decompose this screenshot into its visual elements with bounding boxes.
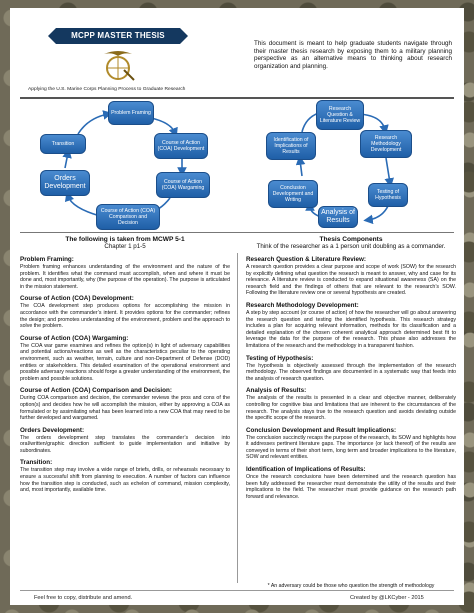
mcwp-column: [20, 256, 230, 499]
node-coa-development: Course of Action (COA) Development: [154, 133, 208, 159]
section-testing-hypothesis: [246, 355, 456, 383]
section-title: Testing of Hypothesis:: [246, 354, 314, 362]
left-column-heading: [20, 236, 230, 251]
section-text: A step by step account (or course of action) of how the researcher will go about answering the research question and testing the identified hypothesis. This research strategy includes a plan for acquiring relevant information, methods for its classification and a detailed explanation of the chosen coherent analytical approach determined best fit to leverage the data for the purpose of the research. This phase also addresses the limitations of the research and the methodology in a transparent fashion.: [246, 309, 456, 349]
section-text: Once the research conclusions have been determined and the research question has been fully addressed the researcher must demonstrate the utility of the results and their implications to the field. The researcher must provide guidance on the research path forward and relevance.: [246, 474, 456, 500]
section-text: The transition step may involve a wide range of briefs, drills, or rehearsals necessary to ensure a successful shift from planning to execution. A number of factors can influence how the transition step is conducted, such as echelon of command, mission complexity, and, most importantly, available time.: [20, 467, 230, 494]
node-coa-wargaming: Course of Action (COA) Wargaming: [156, 172, 210, 198]
node-orders-development: Orders Development: [40, 170, 90, 196]
section-research-question: [246, 256, 456, 297]
section-methodology-development: [246, 302, 456, 350]
section-title: Problem Framing:: [20, 256, 74, 263]
section-coa-comparison: [20, 387, 230, 421]
section-implications: [246, 466, 456, 500]
right-heading-title: Thesis Components: [319, 236, 383, 243]
node-identification-implications: Identification of Implications of Results: [266, 132, 316, 160]
section-title: Course of Action (COA) Wargaming:: [20, 334, 129, 342]
section-text: The orders development step translates the commander’s decision into oral/written/graphic direction sufficient to guide implementation and initiative by subordinates.: [20, 434, 230, 454]
section-transition: [20, 459, 230, 493]
diagram-divider: [20, 232, 454, 233]
column-divider: [237, 253, 238, 583]
document-page: [10, 8, 464, 605]
section-coa-wargaming: [20, 335, 230, 383]
footer-divider: [20, 590, 454, 591]
document-title: MCPP MASTER THESIS: [56, 28, 180, 44]
section-title: Transition:: [20, 459, 53, 467]
process-diagram: [10, 8, 464, 238]
node-analysis-results: Analysis of Results: [318, 206, 358, 228]
left-heading-title: The following is taken from MCWP 5-1: [65, 236, 185, 243]
footer-credit: Created by @LKCyber - 2015: [350, 595, 424, 601]
node-testing-hypothesis: Testing of Hypothesis: [368, 183, 408, 207]
section-title: Course of Action (COA) Comparison and Decision:: [20, 387, 172, 395]
section-conclusion: [246, 427, 456, 461]
section-coa-development: [20, 295, 230, 329]
footer-copy-note: Feel free to copy, distribute and amend.: [34, 595, 133, 601]
section-analysis-results: [246, 387, 456, 421]
section-title: Conclusion Development and Result Implications:: [246, 426, 397, 434]
left-heading-subtitle: Chapter 1 p1-5: [104, 243, 146, 251]
section-text: Problem framing enhances understanding of the environment and the nature of the problem. It identifies what the command must accomplish, when and where it must be done and, most importantly, why (the purpose of the operation). The purpose is articulated in the mission statement.: [20, 264, 230, 290]
intro-text: This document is meant to help graduate students navigate through their master thesis research by exposing them to a military planning perspective as an alternative means to thinking about research organization and planning.: [254, 40, 452, 70]
section-text: The COA war game examines and refines the option(s) in light of adversary capabilities and potential actions/reactions as well as the characteristics peculiar to the operating environment, such as weather, terrain, culture and non-Department of Defense (DOD) entities or stakeholders. This detailed examination of the operational environment and possible adversary reactions should forge a greater understanding of the environment, the problem and possible solutions.: [20, 342, 230, 382]
section-text: The analysis of the results is presented in a clear and objective manner, deliberately controlling for cognitive bias and limitations that are inherent to the circumstances of the research. The analysis stays true to the research question and avoids deviating outside the specific scope of the research.: [246, 395, 456, 422]
section-text: During COA comparison and decision, the commander reviews the pros and cons of the option(s) and decides how he will accomplish the mission, either by approving a COA as formulated or by assimilating what has been learned into a new COA that may need to be further developed and wargamed.: [20, 395, 230, 422]
adversary-footnote: * An adversary could be those who question the strength of methodology: [267, 583, 435, 589]
section-title: Identification of Implications of Results:: [246, 466, 366, 474]
section-text: The conclusion succinctly recaps the purpose of the research, its SOW and highlights how it addresses pertinent literature gaps. The importance (or lack thereof) of the results are conveyed in terms of their short term, long term and broader implications to the literature, SOW and relevant entities.: [246, 434, 456, 461]
section-title: Analysis of Results:: [246, 387, 307, 395]
section-title: Course of Action (COA) Development:: [20, 295, 134, 303]
node-transition: Transition: [40, 134, 86, 154]
section-title: Research Question & Literature Review:: [246, 256, 367, 263]
node-coa-comparison: Course of Action (COA) Comparison and Decision: [96, 204, 160, 230]
right-column-heading: [246, 236, 456, 251]
section-title: Research Methodology Development:: [246, 301, 359, 309]
node-conclusion-development: Conclusion Development and Writing: [268, 180, 318, 208]
section-text: The hypothesis is objectively assessed through the implementation of the research methodology. The observed findings are documented in a systematic way that feeds into the analysis of research question.: [246, 362, 456, 382]
node-problem-framing: Problem Framing: [108, 101, 154, 125]
section-orders-development: [20, 427, 230, 455]
thesis-column: [246, 256, 456, 505]
right-heading-subtitle: Think of the researcher as a 1 person unit doubling as a commander.: [256, 243, 446, 251]
section-text: The COA development step produces options for accomplishing the mission in accordance with the commander’s intent. It provides options for the commander; refines the design; and promotes understanding of the environment, problem and the approach to solve the problem.: [20, 303, 230, 330]
section-title: Orders Development:: [20, 426, 85, 434]
section-text: A research question provides a clear purpose and scope of work (SOW) for the research by explicitly defining what question the research is meant to answer, why and case for its relevance. A literature review is conducted to expand situational awareness (SA) on the research field and the findings of others that are relevant to the research’s SOW. Following the literature review one or several hypothesis are created.: [246, 264, 456, 297]
node-methodology-development: Research Methodology Development: [360, 130, 412, 158]
section-problem-framing: [20, 256, 230, 290]
document-subtitle: Applying the U.S. Marine Corps Planning Process to Graduate Research: [28, 87, 186, 92]
node-research-question: Research Question & Literature Review: [316, 100, 364, 130]
